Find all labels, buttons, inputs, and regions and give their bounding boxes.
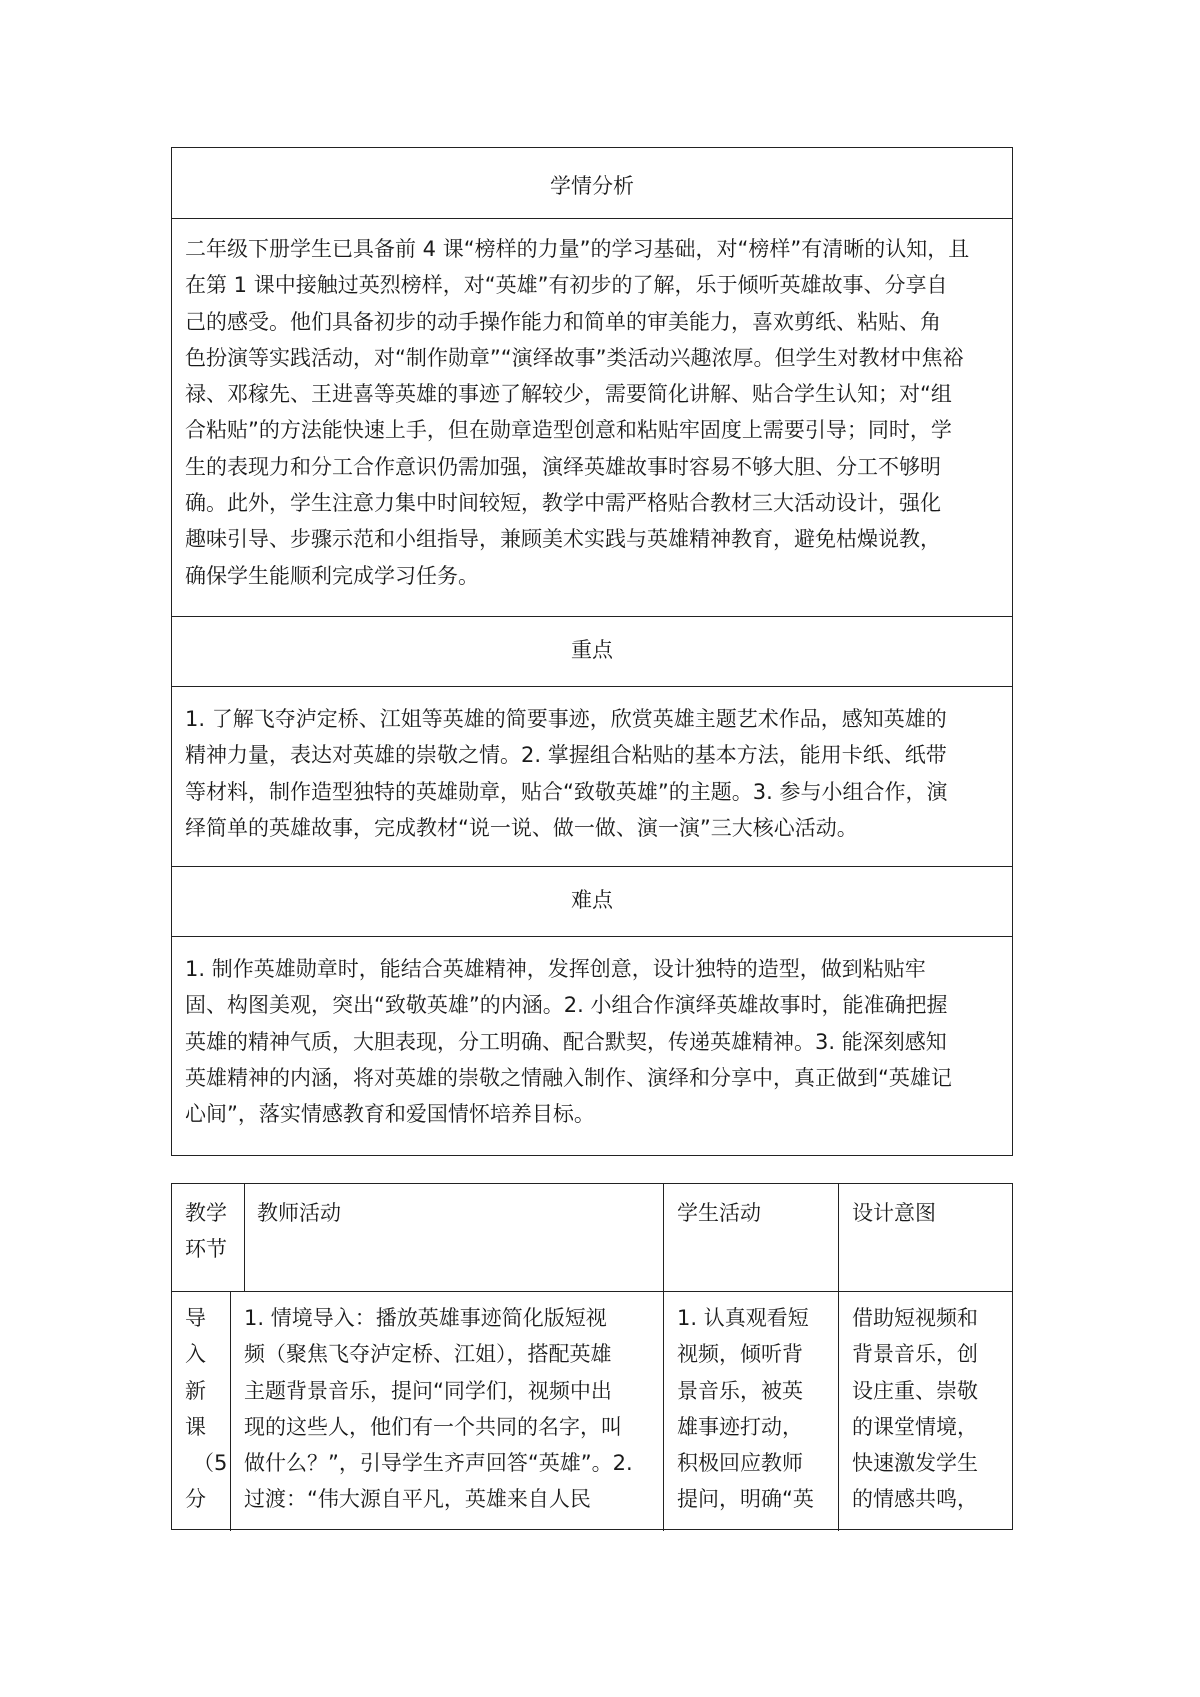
text-line: 生的表现力和分工合作意识仍需加强，演绎英雄故事时容易不够大胆、分工不够明 bbox=[185, 454, 941, 479]
section-title-nandian: 难点 bbox=[571, 888, 613, 912]
nandian-paragraph bbox=[185, 951, 992, 1132]
text-line: 1. 了解飞夺泸定桥、江姐等英雄的简要事迹，欣赏英雄主题艺术作品，感知英雄的 bbox=[185, 707, 947, 731]
text-line: 等材料，制作造型独特的英雄勋章，贴合“致敬英雄”的主题。3. 参与小组合作，演 bbox=[185, 779, 948, 804]
divider bbox=[172, 616, 1012, 617]
teaching-plan-table bbox=[171, 1183, 1013, 1530]
divider bbox=[172, 218, 1012, 219]
student-activity-cell bbox=[677, 1300, 837, 1518]
text-line: 绎简单的英雄故事，完成教材“说一说、做一做、演一演”三大核心活动。 bbox=[185, 815, 858, 840]
divider bbox=[172, 936, 1012, 937]
text-line: 过渡：“伟大源自平凡，英雄来自人民 bbox=[244, 1487, 591, 1512]
text-line: 己的感受。他们具备初步的动手操作能力和简单的审美能力，喜欢剪纸、粘贴、角 bbox=[185, 309, 941, 334]
divider bbox=[172, 1291, 1012, 1292]
divider bbox=[172, 866, 1012, 867]
text-line: 设庄重、崇敬 bbox=[852, 1378, 978, 1403]
text-line: 固、构图美观，突出“致敬英雄”的内涵。2. 小组合作演绎英雄故事时，能准确把握 bbox=[185, 993, 948, 1018]
text-line: 积极回应教师 bbox=[677, 1451, 803, 1476]
text-line: 1. 认真观看短 bbox=[677, 1306, 809, 1330]
student-analysis-table bbox=[171, 147, 1013, 1156]
text-line: 二年级下册学生已具备前 4 课“榜样的力量”的学习基础，对“榜样”有清晰的认知，且 bbox=[185, 237, 970, 261]
divider bbox=[663, 1184, 664, 1531]
text-line: 色扮演等实践活动，对“制作勋章”“演绎故事”类活动兴趣浓厚。但学生对教材中焦裕 bbox=[185, 345, 964, 370]
stage-line: 导 bbox=[185, 1306, 206, 1330]
zhongdian-paragraph bbox=[185, 701, 992, 846]
header-student-activity: 学生活动 bbox=[677, 1201, 761, 1225]
stage-line: （5 bbox=[193, 1451, 228, 1476]
text-line: 在第 1 课中接触过英烈榜样，对“英雄”有初步的了解，乐于倾听英雄故事、分享自 bbox=[185, 273, 948, 298]
text-line: 英雄精神的内涵，将对英雄的崇敬之情融入制作、演绎和分享中，真正做到“英雄记 bbox=[185, 1065, 952, 1090]
text-line: 英雄的精神气质，大胆表现，分工明确、配合默契，传递英雄精神。3. 能深刻感知 bbox=[185, 1029, 947, 1054]
text-line: 现的这些人，他们有一个共同的名字，叫 bbox=[244, 1414, 622, 1439]
text-line: 心间”，落实情感教育和爱国情怀培养目标。 bbox=[185, 1102, 595, 1127]
text-line: 背景音乐，创 bbox=[852, 1342, 978, 1367]
teacher-activity-cell bbox=[244, 1300, 656, 1518]
text-line: 确保学生能顺利完成学习任务。 bbox=[185, 563, 479, 588]
text-line: 快速激发学生 bbox=[852, 1451, 978, 1476]
text-line: 趣味引导、步骤示范和小组指导，兼顾美术实践与英雄精神教育，避免枯燥说教， bbox=[185, 527, 941, 552]
text-line: 景音乐，被英 bbox=[677, 1378, 803, 1403]
text-line: 精神力量，表达对英雄的崇敬之情。2. 掌握组合粘贴的基本方法，能用卡纸、纸带 bbox=[185, 743, 947, 768]
stage-line: 入 bbox=[185, 1342, 206, 1367]
text-line: 1. 情境导入：播放英雄事迹简化版短视 bbox=[244, 1306, 607, 1330]
text-line: 视频，倾听背 bbox=[677, 1342, 803, 1367]
divider bbox=[230, 1291, 231, 1531]
section-title-xueqing: 学情分析 bbox=[550, 174, 634, 198]
divider bbox=[172, 686, 1012, 687]
section-title-zhongdian: 重点 bbox=[571, 638, 613, 662]
text-line: 的课堂情境， bbox=[852, 1414, 978, 1439]
text-line: 做什么？”，引导学生齐声回答“英雄”。2. bbox=[244, 1451, 633, 1476]
text-line: 确。此外，学生注意力集中时间较短，教学中需严格贴合教材三大活动设计，强化 bbox=[185, 491, 941, 516]
stage-line: 课 bbox=[185, 1414, 206, 1439]
design-intent-cell bbox=[852, 1300, 1010, 1518]
stage-line: 分 bbox=[185, 1487, 206, 1512]
header-stage-line: 环节 bbox=[185, 1237, 227, 1262]
text-line: 主题背景音乐，提问“同学们，视频中出 bbox=[244, 1378, 612, 1403]
xueqing-paragraph bbox=[185, 231, 992, 594]
header-stage-line: 教学 bbox=[185, 1201, 227, 1225]
header-design-intent: 设计意图 bbox=[852, 1201, 936, 1225]
stage-line: 新 bbox=[185, 1378, 206, 1403]
divider bbox=[244, 1184, 245, 1291]
text-line: 合粘贴”的方法能快速上手，但在勋章造型创意和粘贴牢固度上需要引导；同时，学 bbox=[185, 418, 952, 443]
stage-intro-cell bbox=[185, 1300, 229, 1518]
text-line: 频（聚焦飞夺泸定桥、江姐），搭配英雄 bbox=[244, 1342, 612, 1367]
text-line: 的情感共鸣， bbox=[852, 1487, 978, 1512]
text-line: 雄事迹打动， bbox=[677, 1414, 803, 1439]
text-line: 借助短视频和 bbox=[852, 1306, 978, 1330]
header-stage bbox=[185, 1195, 227, 1268]
text-line: 1. 制作英雄勋章时，能结合英雄精神，发挥创意，设计独特的造型，做到粘贴牢 bbox=[185, 957, 926, 981]
divider bbox=[838, 1184, 839, 1531]
text-line: 禄、邓稼先、王进喜等英雄的事迹了解较少，需要简化讲解、贴合学生认知；对“组 bbox=[185, 382, 952, 407]
text-line: 提问，明确“英 bbox=[677, 1487, 814, 1512]
header-teacher-activity: 教师活动 bbox=[257, 1201, 341, 1225]
